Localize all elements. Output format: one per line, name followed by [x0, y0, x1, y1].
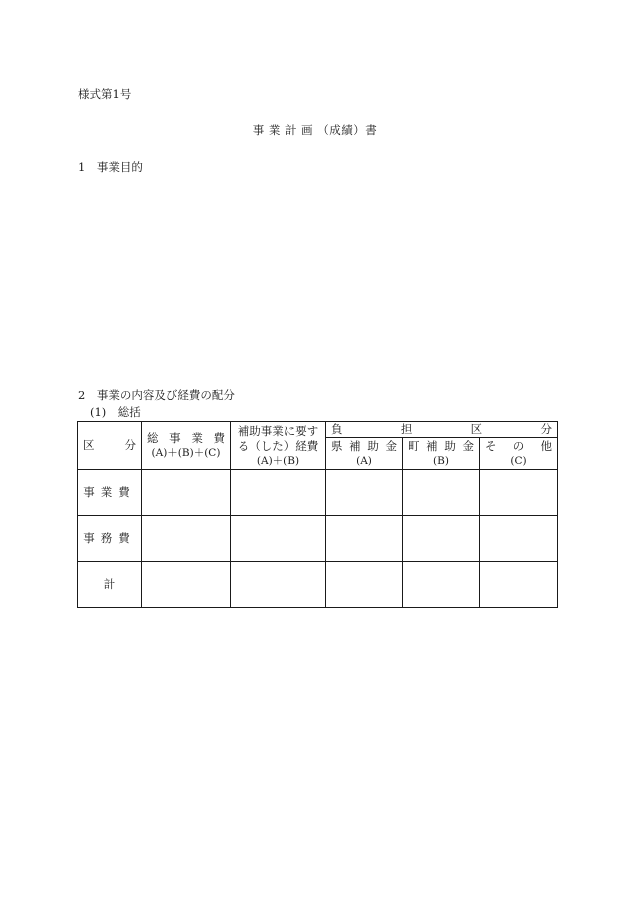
document-title: 事 業 計 画 （成績）書 [252, 123, 378, 137]
cell-sum-pref[interactable] [326, 562, 403, 608]
cell-admin-total[interactable] [142, 516, 231, 562]
section2-heading: 2 事業の内容及び経費の配分 [78, 388, 235, 402]
header-subsidy-line1: 補助事業に要す [237, 423, 319, 438]
header-burden [326, 422, 558, 438]
subsection1-heading: (1) 総括 [90, 405, 141, 419]
row-label-admin-cost: 事務費 [78, 516, 142, 562]
cell-admin-subsidy[interactable] [231, 516, 326, 562]
section1-heading: 1 事業目的 [78, 160, 143, 174]
header-pref-code: (A) [356, 455, 372, 467]
table-row [78, 516, 558, 562]
cell-sum-town[interactable] [403, 562, 480, 608]
header-subsidy-cost [231, 422, 326, 470]
header-total-cost [142, 422, 231, 470]
cell-project-subsidy[interactable] [231, 470, 326, 516]
cell-project-other[interactable] [480, 470, 558, 516]
cell-admin-pref[interactable] [326, 516, 403, 562]
header-town-subsidy [403, 438, 480, 470]
header-other [480, 438, 558, 470]
header-total-label: 総 事 業 費 [147, 431, 225, 445]
cell-project-town[interactable] [403, 470, 480, 516]
row-label-project-cost: 事業費 [78, 470, 142, 516]
header-other-label: そ の 他 [485, 439, 552, 453]
header-kubun [78, 422, 142, 470]
form-number: 様式第1号 [78, 87, 132, 101]
row-label-total: 計 [78, 562, 142, 608]
header-town-code: (B) [433, 455, 449, 467]
budget-summary-table [77, 421, 558, 608]
header-other-code: (C) [510, 455, 527, 467]
table-row [78, 562, 558, 608]
cell-project-pref[interactable] [326, 470, 403, 516]
header-total-formula: (A)＋(B)＋(C) [151, 447, 221, 459]
header-kubun-label: 区 分 [83, 438, 136, 452]
cell-sum-total[interactable] [142, 562, 231, 608]
cell-sum-subsidy[interactable] [231, 562, 326, 608]
header-subsidy-formula: (A)＋(B) [256, 454, 300, 467]
table-row [78, 470, 558, 516]
header-pref-label: 県 補 助 金 [331, 439, 397, 453]
cell-admin-other[interactable] [480, 516, 558, 562]
cell-project-total[interactable] [142, 470, 231, 516]
cell-admin-town[interactable] [403, 516, 480, 562]
header-burden-label: 負 担 区 分 [331, 422, 552, 436]
header-town-label: 町 補 助 金 [408, 439, 474, 453]
header-subsidy-line2: る（した）経費 [237, 438, 319, 453]
cell-sum-other[interactable] [480, 562, 558, 608]
header-pref-subsidy [326, 438, 403, 470]
